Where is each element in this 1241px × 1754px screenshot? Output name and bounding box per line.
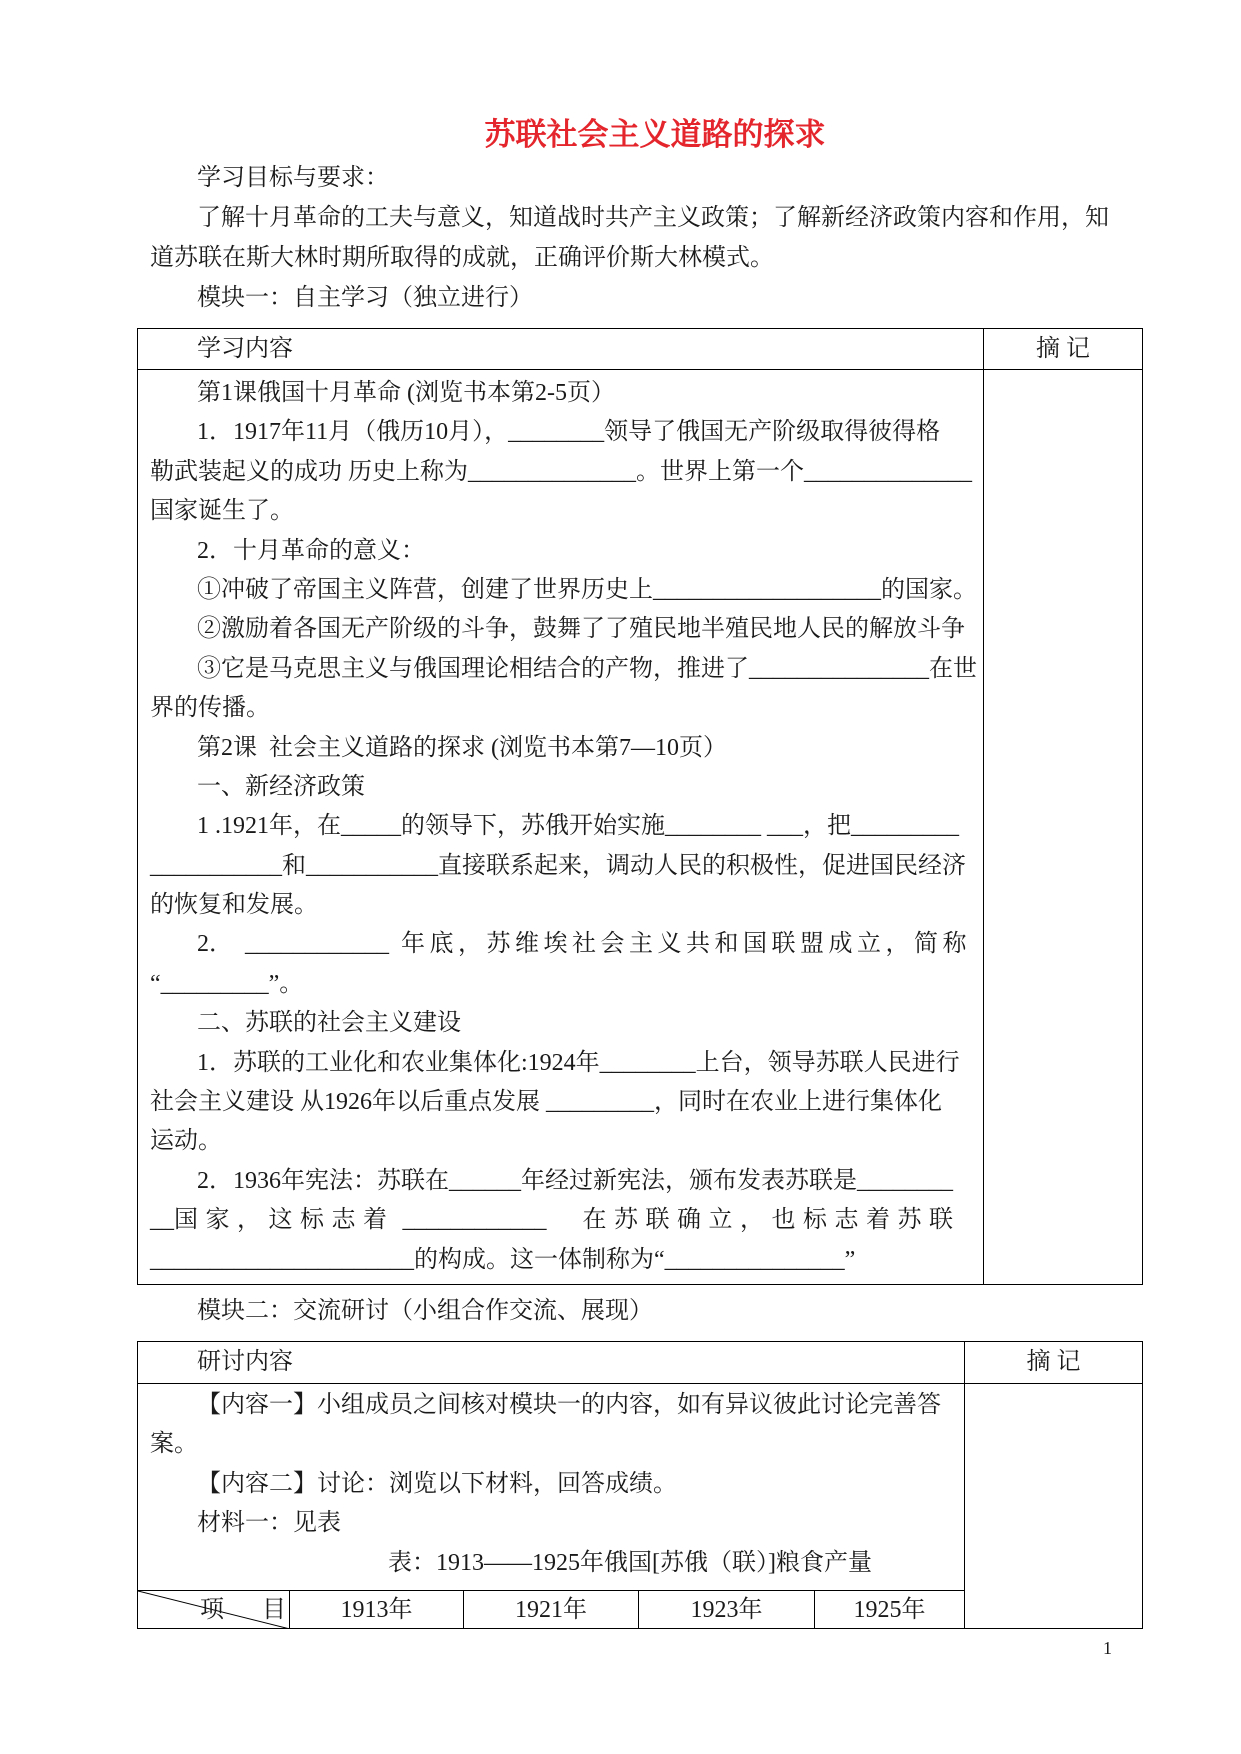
question-line: ___________和___________直接联系起来，调动人民的积极性，促进国民经济 xyxy=(150,852,966,879)
corner-label: 目 xyxy=(262,1597,286,1623)
table-caption: 表：1913——1925年俄国[苏俄（联）]粮食产量 xyxy=(388,1549,872,1576)
section-heading: 一、新经济政策 xyxy=(197,773,365,800)
module2-heading: 模块二：交流研讨（小组合作交流、展现） xyxy=(197,1298,653,1324)
question-line: 社会主义建设 从1926年以后重点发展 _________，同时在农业上进行集体化 xyxy=(150,1089,942,1116)
question-line: 勒武装起义的成功 历史上称为______________。世界上第一个______________ xyxy=(150,458,972,485)
column-header-content: 研讨内容 xyxy=(197,1349,293,1375)
line-segment: 2． ____________ xyxy=(197,931,389,958)
module1-content-cell xyxy=(138,374,983,1280)
question-line xyxy=(138,1201,983,1240)
column-header-notes: 摘 记 xyxy=(1026,1349,1081,1375)
material-label: 材料一：见表 xyxy=(197,1510,341,1537)
question-line: 2．十月革命的意义： xyxy=(197,537,425,564)
column-header-notes: 摘 记 xyxy=(1036,336,1090,362)
column-header-content: 学习内容 xyxy=(197,336,293,362)
line-segment: ____________ xyxy=(402,1207,547,1234)
column-divider xyxy=(983,329,984,1284)
year-header-cell: 1913年 xyxy=(290,1591,464,1629)
year-header-cell: 1925年 xyxy=(853,1597,926,1623)
question-line: ②激励着各国无产阶级的斗争，鼓舞了了殖民地半殖民地人民的解放斗争 xyxy=(197,616,965,643)
objectives-text-line: 了解十月革命的工夫与意义，知道战时共产主义政策；了解新经济政策内容和作用，知 xyxy=(197,205,1109,231)
corner-label: 项 xyxy=(200,1597,224,1623)
question-line: 1．1917年11月（俄历10月），________领导了俄国无产阶级取得彼得格 xyxy=(197,419,941,446)
question-line: 的恢复和发展。 xyxy=(150,892,318,919)
page-number: 1 xyxy=(1103,1638,1112,1658)
module1-table xyxy=(137,328,1143,1285)
year-header-cell: 1923年 xyxy=(639,1591,815,1629)
line-segment: 年底，苏维埃社会主义共和国联盟成立，简称 xyxy=(401,931,971,958)
discussion-line: 【内容二】讨论：浏览以下材料，回答成绩。 xyxy=(197,1470,677,1497)
discussion-line: 【内容一】小组成员之间核对模块一的内容，如有异议彼此讨论完善答 xyxy=(197,1392,941,1418)
header-divider xyxy=(138,1383,1142,1384)
question-line: 1．苏联的工业化和农业集体化:1924年________上台，领导苏联人民进行 xyxy=(197,1049,960,1076)
year-header-cell: 1921年 xyxy=(464,1591,639,1629)
line-segment: __ xyxy=(150,1207,174,1234)
module1-heading: 模块一：自主学习（独立进行） xyxy=(197,285,533,311)
lesson1-heading: 第1课俄国十月革命 (浏览书本第2-5页） xyxy=(197,380,615,406)
question-line: 运动。 xyxy=(150,1128,222,1155)
question-line xyxy=(138,925,983,964)
grain-output-table-header xyxy=(138,1590,964,1629)
module2-content-cell xyxy=(138,1386,964,1583)
question-line: 界的传播。 xyxy=(150,695,270,722)
line-segment: 在苏联确立，也标志着苏联 xyxy=(582,1207,961,1234)
header-divider xyxy=(138,369,1142,370)
objectives-heading: 学习目标与要求： xyxy=(197,165,389,191)
line-segment: 国家，这标志着 xyxy=(174,1207,395,1234)
module2-table xyxy=(137,1341,1143,1629)
question-line: ③它是马克思主义与俄国理论相结合的产物，推进了_______________在世 xyxy=(197,655,977,682)
objectives-text-line: 道苏联在斯大林时期所取得的成就，正确评价斯大林模式。 xyxy=(150,245,774,271)
page-title: 苏联社会主义道路的探求 xyxy=(484,117,826,152)
question-line: 1 .1921年，在_____的领导下，苏俄开始实施________ ___，把_________ xyxy=(197,813,959,840)
intro-section xyxy=(150,158,1140,318)
column-divider xyxy=(964,1342,965,1628)
question-line: “_________”。 xyxy=(150,970,304,997)
discussion-line: 案。 xyxy=(150,1431,198,1458)
question-line: 2．1936年宪法：苏联在______年经过新宪法，颁布发表苏联是________ xyxy=(197,1167,953,1194)
lesson2-heading: 第2课 社会主义道路的探求 (浏览书本第7—10页） xyxy=(197,734,727,761)
section-heading: 二、苏联的社会主义建设 xyxy=(197,1010,461,1037)
question-line: 国家诞生了。 xyxy=(150,498,294,525)
corner-cell xyxy=(138,1591,290,1629)
question-line: ①冲破了帝国主义阵营，创建了世界历史上___________________的国家。 xyxy=(197,576,977,603)
question-line: ______________________的构成。这一体制称为“_______________” xyxy=(150,1246,856,1273)
